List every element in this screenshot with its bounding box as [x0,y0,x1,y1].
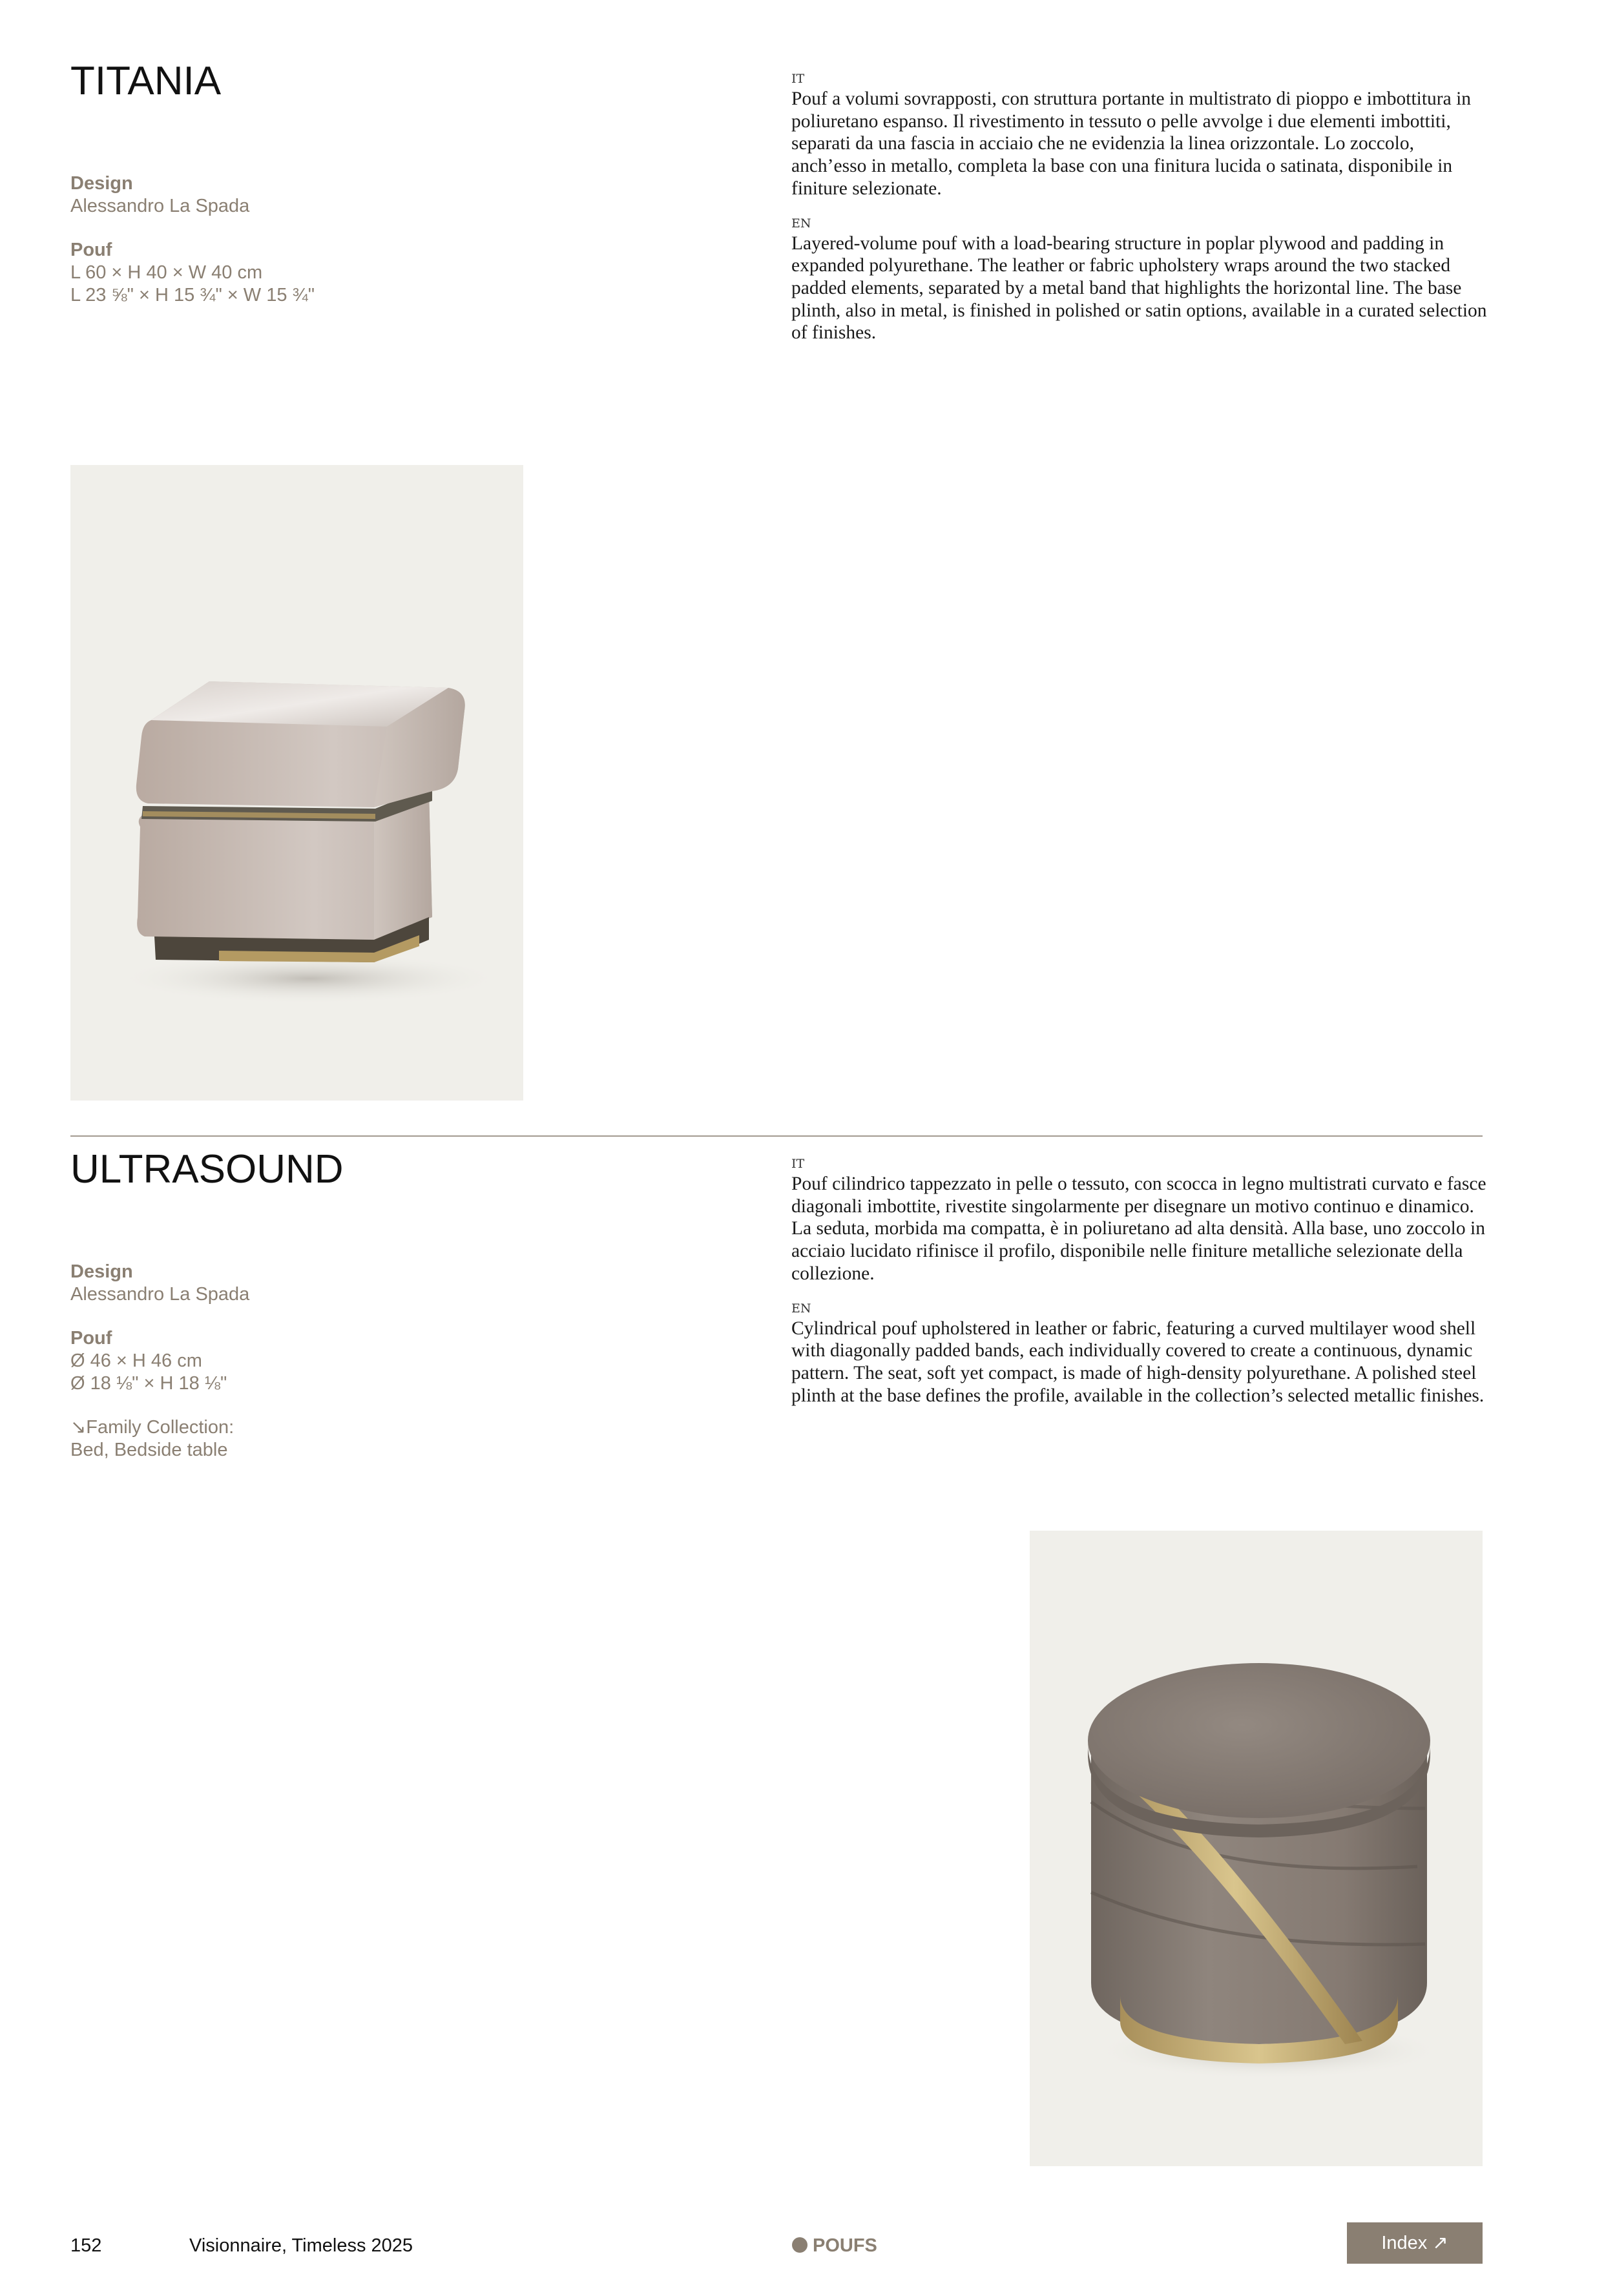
design-group [70,172,652,218]
titania-pouf-illustration [70,465,523,1101]
index-button[interactable]: Index ↗ [1347,2222,1483,2264]
description-it: Pouf a volumi sovrapposti, con struttura portante in multistrato di pioppo e imbottitura in poliuretano espanso. Il rivestimento in tessuto o pelle avvolge i due elementi imbottiti, separati da una fascia in acciaio che ne evidenzia la linea orizzontale. Lo zoccolo, anch’esso in metallo, completa la base con una finitura lucida o satinata, disponibile in finiture selezionate. [791,88,1472,199]
product-title: ULTRASOUND [70,1147,344,1192]
lang-label-en: EN [791,216,811,231]
description-en: Cylindrical pouf upholstered in leather or fabric, featuring a curved multilayer wood shell with diagonally padded bands, each individually covered to create a continuous, dynamic pattern. The seat, soft yet compact, is made of high-density polyurethane. A polished steel plinth at the base defines the profile, available in the collection’s selected metallic finishes. [791,1318,1485,1406]
dimensions-group [70,239,652,307]
publication-title: Visionnaire, Timeless 2025 [189,2235,413,2256]
product-meta [70,172,652,328]
dimensions-inches: L 23 ⅝" × H 15 ¾" × W 15 ¾" [70,285,315,305]
family-collection-items[interactable]: Bed, Bedside table [70,1440,228,1460]
page-number: 152 [70,2235,102,2256]
dimensions-inches: Ø 18 ⅛" × H 18 ⅛" [70,1373,227,1394]
ultrasound-product-photo [1030,1531,1483,2166]
page-footer [0,2222,1615,2268]
titania-product-photo [70,465,523,1101]
description-en: Layered-volume pouf with a load-bearing structure in poplar plywood and padding in expanded polyurethane. The leather or fabric upholstery wraps around the two stacked padded elements, separated by a metal band that highlights the horizontal line. The base plinth, also in metal, is finished in polished or satin options, available in a curated selection of finishes. [791,233,1487,344]
category-label[interactable] [792,2235,877,2257]
family-collection[interactable] [70,1416,652,1462]
lang-label-it: IT [791,72,805,86]
product-title: TITANIA [70,59,222,103]
designer-name: Alessandro La Spada [70,1284,250,1305]
category-dot-icon [792,2237,808,2253]
ultrasound-pouf-illustration [1030,1531,1483,2166]
product-description [791,71,1489,360]
design-group [70,1261,652,1306]
pouf-label: Pouf [70,240,112,260]
dimensions-cm: Ø 46 × H 46 cm [70,1350,202,1371]
product-meta [70,1261,652,1483]
description-it: Pouf cilindrico tappezzato in pelle o tessuto, con scocca in legno multistrati curvato e fasce diagonali imbottite, rivestite singolarmente per disegnare un motivo continuo e dinamico. La seduta, morbida ma compatta, è in poliuretano ad alta densità. Alla base, uno zoccolo in acciaio lucidato rifinisce il profilo, disponibile nelle finiture metalliche selezionate della collezione. [791,1174,1486,1284]
product-description [791,1156,1489,1422]
category-text: POUFS [813,2235,877,2256]
designer-name: Alessandro La Spada [70,196,250,216]
family-collection-link[interactable]: ↘Family Collection: [70,1417,234,1438]
design-label: Design [70,173,133,194]
dimensions-group [70,1327,652,1395]
lang-label-it: IT [791,1157,805,1171]
dimensions-cm: L 60 × H 40 × W 40 cm [70,262,263,283]
design-label: Design [70,1261,133,1282]
pouf-label: Pouf [70,1328,112,1349]
lang-label-en: EN [791,1301,811,1316]
section-divider [70,1135,1483,1137]
